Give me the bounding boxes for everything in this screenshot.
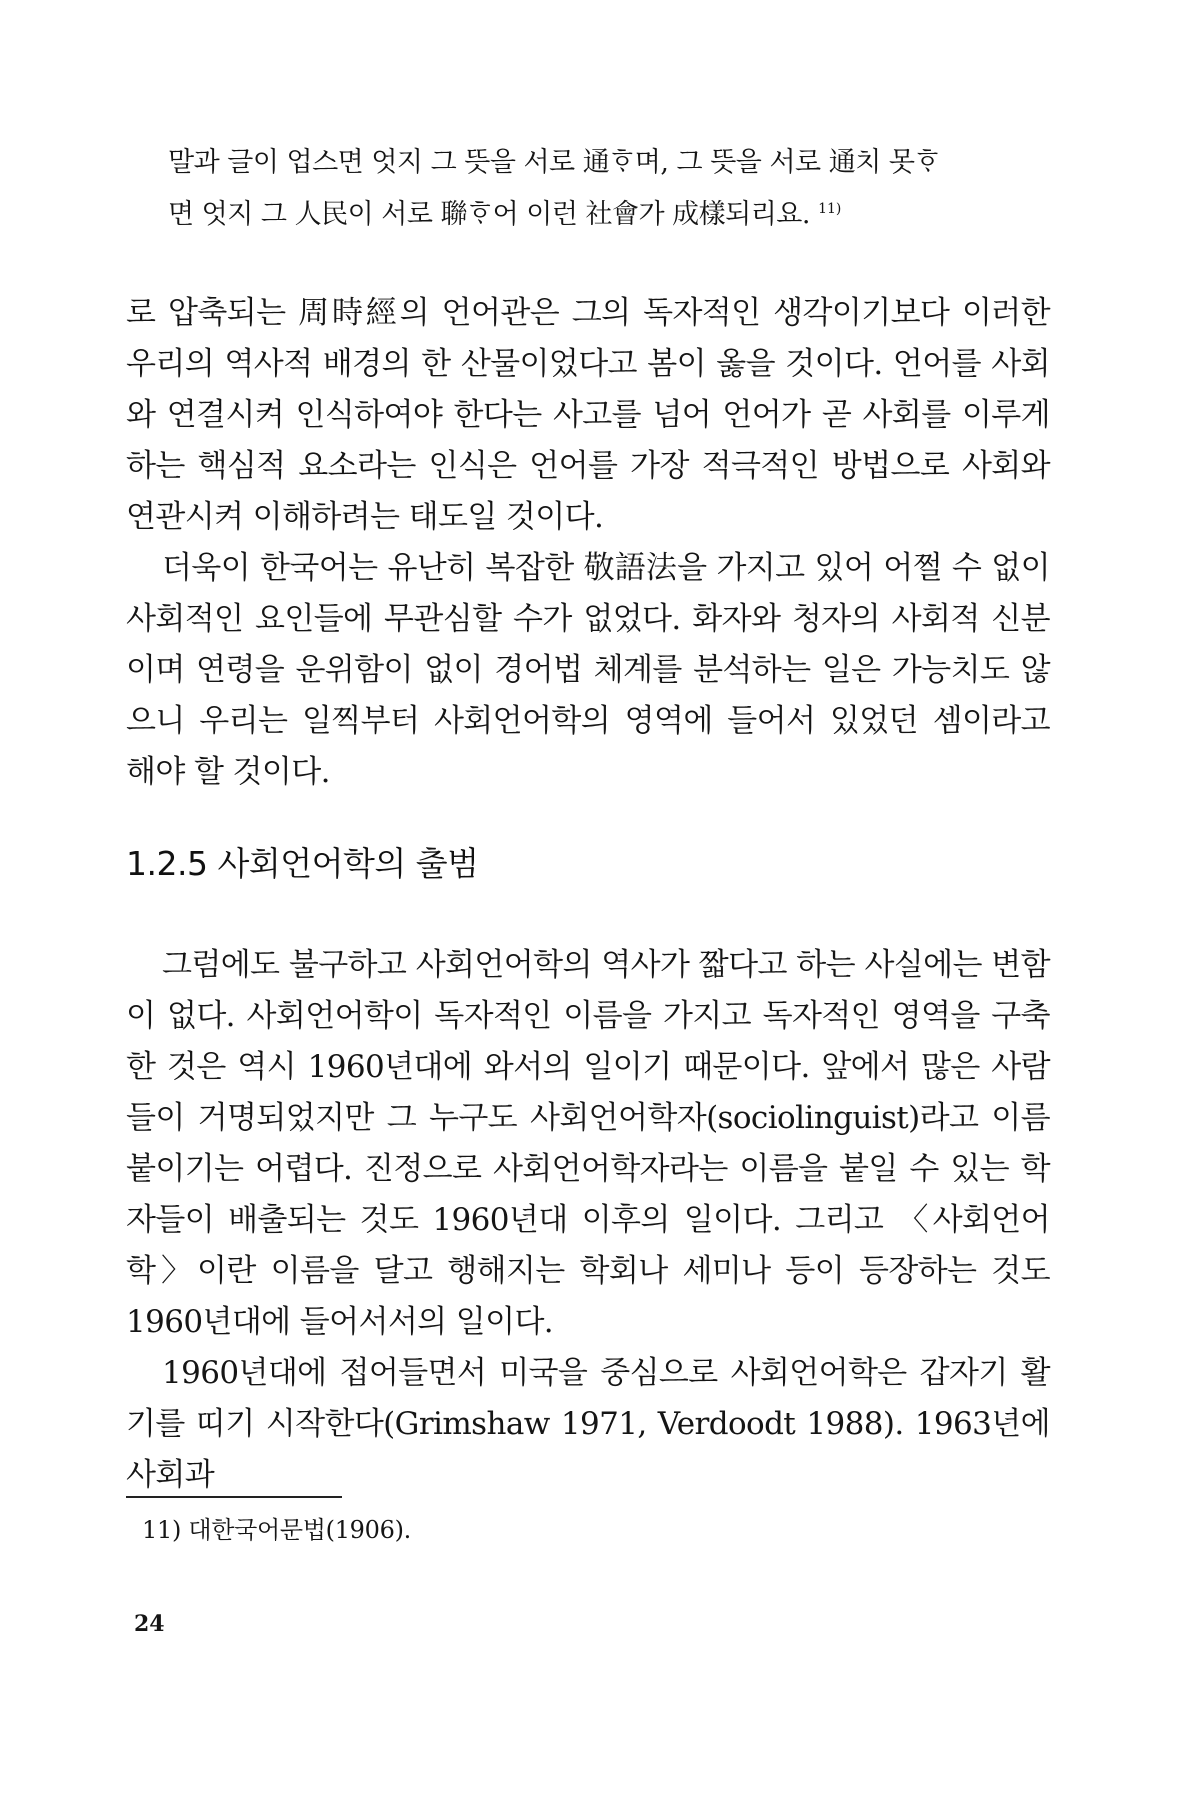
quote-line-2 [168,186,1050,238]
section-2-body [126,940,1050,1501]
block-quote [168,140,1050,238]
section-2-paragraph-2: 1960년대에 접어들면서 미국을 중심으로 사회언어학은 갑자기 활기를 띠기 시작한다(Grimshaw 1971, Verdoodt 1988). 1963년에 사회과 [126,1355,1050,1493]
quote-line-2-text: 면 엇지 그 人民이 서로 聯ᄒᆞ어 이런 社會가 成樣되리요. [168,199,810,230]
section-heading: 1.2.5 사회언어학의 출범 [126,844,479,883]
section-1-paragraph-2: 더욱이 한국어는 유난히 복잡한 敬語法을 가지고 있어 어쩔 수 없이 사회적인 요인들에 무관심할 수가 없었다. 화자와 청자의 사회적 신분이며 연령을 운위함이 없이 경어법 체계를 분석하는 일은 가능치도 않으니 우리는 일찍부터 사회언어학의 영역에 들어서 있었던 셈이라고 해야 할 것이다. [126,550,1050,790]
section-1-paragraph-1: 로 압축되는 周時經의 언어관은 그의 독자적인 생각이기보다 이러한 우리의 역사적 배경의 한 산물이었다고 봄이 옳을 것이다. 언어를 사회와 연결시켜 인식하여야 한다는 사고를 넘어 언어가 곧 사회를 이루게 하는 핵심적 요소라는 인식은 언어를 가장 적극적인 방법으로 사회와 연관시켜 이해하려는 태도일 것이다. [126,295,1050,535]
section-1-body [126,288,1050,798]
section-2-paragraph-1: 그럼에도 불구하고 사회언어학의 역사가 짧다고 하는 사실에는 변함이 없다. 사회언어학이 독자적인 이름을 가지고 독자적인 영역을 구축한 것은 역시 1960년대에 와서의 일이기 때문이다. 앞에서 많은 사람들이 거명되었지만 그 누구도 사회언어학자(sociolinguist)라고 이름붙이기는 어렵다. 진정으로 사회언어학자라는 이름을 붙일 수 있는 학자들이 배출되는 것도 1960년대 이후의 일이다. 그리고 〈사회언어학〉이란 이름을 달고 행해지는 학회나 세미나 등이 등장하는 것도 1960년대에 들어서서의 일이다. [126,947,1050,1340]
footnote-reference: 11) [818,201,842,217]
page-number: 24 [134,1611,165,1637]
footnote-divider [126,1496,342,1498]
quote-line-1: 말과 글이 업스면 엇지 그 뜻을 서로 通ᄒᆞ며, 그 뜻을 서로 通치 못ᄒᆞ [168,147,941,178]
footnote: 11) 대한국어문법(1906). [142,1516,411,1544]
